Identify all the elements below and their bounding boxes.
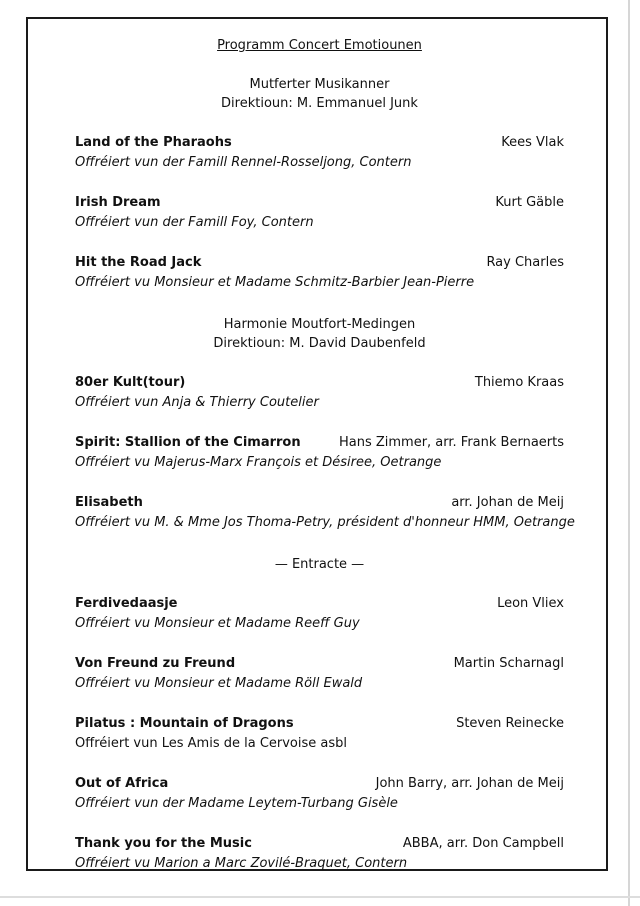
piece-composer: Ray Charles — [486, 255, 564, 270]
band-header-2 — [75, 315, 564, 353]
piece-sponsor: Offréiert vu Monsieur et Madame Reeff Guy — [75, 616, 360, 631]
piece-composer: Leon Vliex — [497, 596, 564, 611]
piece-composer: John Barry, arr. Johan de Meij — [375, 776, 564, 791]
piece-title: Hit the Road Jack — [75, 255, 202, 270]
band-header-1 — [75, 75, 564, 113]
program-item — [75, 834, 564, 874]
piece-composer: ABBA, arr. Don Campbell — [402, 836, 564, 851]
piece-title: Pilatus : Mountain of Dragons — [75, 716, 294, 731]
program-item — [75, 253, 564, 293]
program-item — [75, 493, 575, 533]
piece-sponsor: Offréiert vun der Famill Foy, Contern — [75, 215, 314, 230]
program-title: Programm Concert Emotiounen — [217, 38, 422, 53]
piece-sponsor: Offréiert vun Les Amis de la Cervoise asbl — [75, 736, 348, 751]
program-content — [75, 32, 575, 874]
piece-title: 80er Kult(tour) — [75, 375, 186, 390]
piece-title: Ferdivedaasje — [75, 596, 178, 611]
program-item — [75, 133, 564, 173]
piece-title: Von Freund zu Freund — [75, 656, 236, 671]
scan-edge-bottom — [0, 896, 640, 898]
program-item — [75, 373, 564, 413]
piece-composer: Steven Reinecke — [456, 716, 564, 731]
piece-sponsor: Offréiert vun der Famill Rennel-Rosseljong, Contern — [75, 155, 412, 170]
program-item — [75, 433, 564, 473]
piece-sponsor: Offréiert vu Monsieur et Madame Schmitz-Barbier Jean-Pierre — [75, 275, 475, 290]
program-item — [75, 774, 564, 814]
piece-composer: Martin Scharnagl — [453, 656, 564, 671]
program-item — [75, 714, 564, 754]
piece-title: Elisabeth — [75, 495, 143, 510]
band-name: Harmonie Moutfort-Medingen — [223, 317, 416, 332]
piece-composer: Kurt Gäble — [495, 195, 564, 210]
piece-sponsor: Offréiert vu M. & Mme Jos Thoma-Petry, président d'honneur HMM, Oetrange — [75, 515, 575, 530]
piece-composer: Kees Vlak — [501, 135, 564, 150]
program-item — [75, 193, 564, 233]
piece-composer: Thiemo Kraas — [474, 375, 564, 390]
piece-title: Out of Africa — [75, 776, 169, 791]
piece-title: Land of the Pharaohs — [75, 135, 232, 150]
band-director: Direktioun: M. David Daubenfeld — [213, 336, 426, 351]
piece-sponsor: Offréiert vun der Madame Leytem-Turbang Gisèle — [75, 796, 398, 811]
piece-title: Thank you for the Music — [75, 836, 252, 851]
piece-sponsor: Offréiert vu Majerus-Marx François et Désiree, Oetrange — [75, 455, 442, 470]
entracte-divider: — Entracte — — [274, 557, 365, 572]
piece-sponsor: Offréiert vu Monsieur et Madame Röll Ewald — [75, 676, 363, 691]
band-director: Direktioun: M. Emmanuel Junk — [221, 96, 418, 111]
band-name: Mutferter Musikanner — [249, 77, 390, 92]
piece-title: Irish Dream — [75, 195, 161, 210]
piece-sponsor: Offréiert vu Marion a Marc Zovilé-Braquet, Contern — [75, 856, 408, 871]
piece-composer: arr. Johan de Meij — [451, 495, 564, 510]
piece-title: Spirit: Stallion of the Cimarron — [75, 435, 301, 450]
scan-edge — [628, 0, 630, 906]
program-item — [75, 654, 564, 694]
piece-composer: Hans Zimmer, arr. Frank Bernaerts — [338, 435, 564, 450]
program-item — [75, 594, 564, 634]
piece-sponsor: Offréiert vun Anja & Thierry Coutelier — [75, 395, 319, 410]
